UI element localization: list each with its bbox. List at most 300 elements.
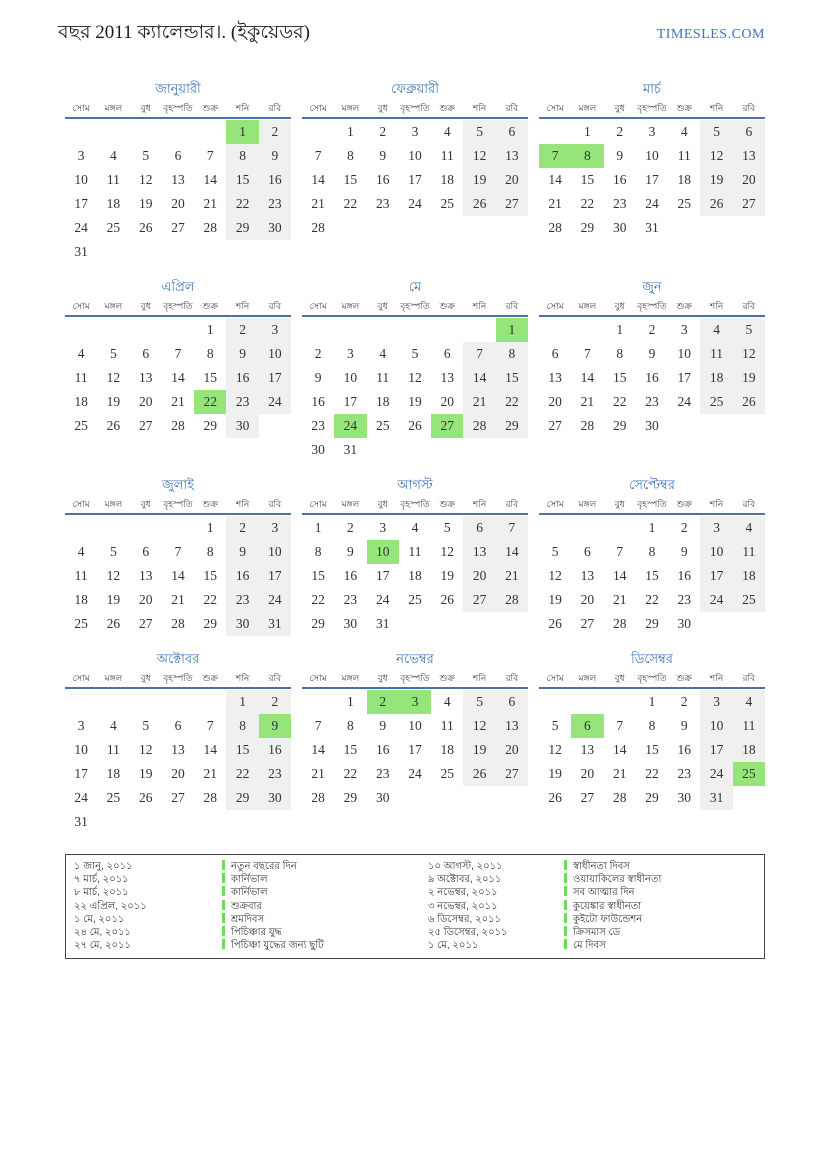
empty-cell bbox=[97, 120, 129, 144]
day-cell: 13 bbox=[171, 742, 185, 757]
day-cell: 28 bbox=[463, 414, 495, 438]
day-cell: 19 bbox=[138, 196, 153, 211]
day-cell: 14 bbox=[496, 540, 528, 564]
weekday-label: মঙ্গল bbox=[341, 673, 360, 683]
day-cell: 17 bbox=[74, 766, 88, 781]
day-cell: 4 bbox=[443, 124, 451, 139]
day-cell: 25 bbox=[106, 220, 121, 235]
weekday-header-row bbox=[539, 672, 765, 689]
day-cell: 2 bbox=[680, 694, 688, 709]
day-cell: 26 bbox=[106, 418, 121, 433]
day-cell: 26 bbox=[463, 192, 495, 216]
day-cell: 4 bbox=[443, 694, 451, 709]
day-cell: 26 bbox=[463, 762, 495, 786]
legend-holiday-name: কার্নিভাল bbox=[222, 886, 428, 899]
day-cell: 14 bbox=[203, 172, 218, 187]
day-cell: 30 bbox=[226, 414, 258, 438]
day-cell: 1 bbox=[206, 322, 214, 337]
day-cell: 14 bbox=[203, 742, 218, 757]
day-cell: 22 bbox=[226, 762, 258, 786]
weekday-label: শনি bbox=[235, 499, 250, 509]
weekday-header-row bbox=[65, 672, 291, 689]
empty-cell bbox=[130, 516, 162, 540]
weekday-label: মঙ্গল bbox=[578, 673, 597, 683]
empty-cell bbox=[97, 690, 129, 714]
day-cell: 6 bbox=[571, 714, 603, 738]
day-cell: 1 bbox=[206, 520, 214, 535]
day-cell: 21 bbox=[203, 766, 218, 781]
weekday-label: শনি bbox=[235, 673, 250, 683]
month-title: জানুয়ারী bbox=[155, 81, 201, 96]
day-cell: 29 bbox=[645, 616, 659, 631]
month-3 bbox=[539, 80, 765, 240]
day-cell: 30 bbox=[677, 616, 692, 631]
weekday-label: শুক্র bbox=[676, 499, 692, 509]
day-cell: 16 bbox=[612, 172, 627, 187]
day-cell: 8 bbox=[206, 544, 214, 559]
month-title: জুলাই bbox=[162, 477, 194, 492]
day-cell: 23 bbox=[645, 394, 659, 409]
weekday-header-row bbox=[302, 102, 528, 119]
weekday-header-row bbox=[65, 300, 291, 317]
day-cell: 7 bbox=[174, 544, 182, 559]
day-cell: 1 bbox=[226, 120, 258, 144]
holiday-marker-icon bbox=[564, 900, 567, 910]
weekday-label: শনি bbox=[472, 103, 487, 113]
weekday-label: বৃহস্পতি bbox=[400, 673, 430, 683]
day-cell: 26 bbox=[440, 592, 455, 607]
day-cell: 12 bbox=[106, 568, 121, 583]
weekday-label: বৃহস্পতি bbox=[163, 301, 193, 311]
day-cell: 12 bbox=[463, 714, 495, 738]
day-cell: 6 bbox=[174, 718, 182, 733]
day-cell: 6 bbox=[551, 346, 559, 361]
empty-cell bbox=[539, 318, 571, 342]
month-9 bbox=[539, 476, 765, 636]
weekday-label: বুধ bbox=[377, 673, 388, 683]
day-cell: 19 bbox=[106, 592, 121, 607]
month-title: সেপ্টেম্বর bbox=[629, 477, 675, 492]
day-cell: 26 bbox=[138, 790, 153, 805]
empty-cell bbox=[65, 516, 97, 540]
day-cell: 22 bbox=[194, 390, 226, 414]
weekday-label: বৃহস্পতি bbox=[163, 499, 193, 509]
day-cell: 9 bbox=[680, 544, 688, 559]
day-cell: 22 bbox=[496, 390, 528, 414]
day-cell: 12 bbox=[463, 144, 495, 168]
weekday-label: শনি bbox=[235, 103, 250, 113]
day-cell: 24 bbox=[700, 588, 732, 612]
legend-holiday-name: শুক্রবার bbox=[222, 900, 428, 913]
day-cell: 23 bbox=[677, 766, 692, 781]
day-cell: 13 bbox=[171, 172, 185, 187]
day-cell: 17 bbox=[700, 564, 732, 588]
day-cell: 2 bbox=[347, 520, 354, 535]
day-cell: 22 bbox=[580, 196, 595, 211]
empty-cell bbox=[539, 516, 571, 540]
day-cell: 23 bbox=[375, 766, 390, 781]
day-cell: 26 bbox=[548, 616, 562, 631]
day-cell: 3 bbox=[399, 690, 431, 714]
day-cell: 15 bbox=[612, 370, 627, 385]
empty-cell bbox=[604, 690, 636, 714]
weekday-label: শনি bbox=[472, 301, 487, 311]
weekday-label: বৃহস্পতি bbox=[163, 673, 193, 683]
weekday-header-row bbox=[539, 102, 765, 119]
day-cell: 3 bbox=[77, 718, 85, 733]
day-cell: 18 bbox=[677, 172, 692, 187]
day-cell: 14 bbox=[311, 742, 325, 757]
day-cell: 8 bbox=[347, 718, 354, 733]
month-10 bbox=[65, 650, 291, 834]
day-grid bbox=[302, 690, 528, 810]
day-cell: 11 bbox=[106, 172, 120, 187]
holiday-marker-icon bbox=[564, 873, 567, 883]
day-cell: 25 bbox=[408, 592, 422, 607]
weekday-label: বুধ bbox=[377, 103, 388, 113]
day-cell: 8 bbox=[648, 718, 656, 733]
day-cell: 20 bbox=[138, 592, 153, 607]
day-cell: 10 bbox=[677, 346, 692, 361]
day-cell: 25 bbox=[700, 390, 732, 414]
empty-cell bbox=[162, 516, 194, 540]
day-cell: 17 bbox=[677, 370, 692, 385]
day-cell: 3 bbox=[648, 124, 656, 139]
day-cell: 27 bbox=[138, 418, 153, 433]
day-cell: 23 bbox=[375, 196, 390, 211]
day-cell: 24 bbox=[74, 790, 88, 805]
day-cell: 7 bbox=[174, 346, 182, 361]
weekday-label: বুধ bbox=[140, 499, 151, 509]
weekday-label: শুক্র bbox=[439, 301, 455, 311]
day-cell: 10 bbox=[700, 540, 732, 564]
day-cell: 15 bbox=[343, 742, 358, 757]
day-cell: 4 bbox=[110, 148, 117, 163]
day-cell: 9 bbox=[347, 544, 354, 559]
weekday-label: সোম bbox=[309, 103, 327, 113]
day-cell: 4 bbox=[77, 544, 85, 559]
day-cell: 19 bbox=[463, 168, 495, 192]
day-grid bbox=[302, 516, 528, 636]
day-cell: 1 bbox=[496, 318, 528, 342]
weekday-label: সোম bbox=[546, 499, 564, 509]
day-cell: 1 bbox=[648, 694, 656, 709]
weekday-label: শনি bbox=[472, 499, 487, 509]
day-cell: 8 bbox=[616, 346, 624, 361]
day-cell: 13 bbox=[548, 370, 562, 385]
weekday-label: রবি bbox=[505, 499, 519, 509]
empty-cell bbox=[571, 690, 603, 714]
weekday-label: রবি bbox=[742, 499, 756, 509]
day-cell: 12 bbox=[440, 544, 455, 559]
day-cell: 18 bbox=[700, 366, 732, 390]
weekday-label: সোম bbox=[309, 301, 327, 311]
day-grid bbox=[539, 690, 765, 810]
day-cell: 31 bbox=[645, 220, 659, 235]
day-cell: 11 bbox=[376, 370, 390, 385]
day-cell: 16 bbox=[311, 394, 325, 409]
day-cell: 11 bbox=[733, 540, 765, 564]
weekday-label: বৃহস্পতি bbox=[637, 301, 667, 311]
month-11 bbox=[302, 650, 528, 810]
day-cell: 20 bbox=[171, 766, 185, 781]
empty-cell bbox=[463, 318, 495, 342]
weekday-label: মঙ্গল bbox=[104, 103, 123, 113]
day-cell: 9 bbox=[226, 342, 258, 366]
weekday-label: শনি bbox=[472, 673, 487, 683]
empty-cell bbox=[97, 318, 129, 342]
weekday-label: শনি bbox=[709, 673, 724, 683]
day-cell: 27 bbox=[171, 790, 185, 805]
empty-cell bbox=[604, 516, 636, 540]
day-cell: 12 bbox=[106, 370, 121, 385]
day-cell: 9 bbox=[616, 148, 624, 163]
day-cell: 16 bbox=[677, 742, 692, 757]
holiday-marker-icon bbox=[222, 886, 225, 896]
day-cell: 27 bbox=[733, 192, 765, 216]
day-cell: 2 bbox=[314, 346, 322, 361]
day-cell: 10 bbox=[367, 540, 399, 564]
day-cell: 2 bbox=[616, 124, 624, 139]
legend-holiday-name: কার্নিভাল bbox=[222, 873, 428, 886]
day-cell: 13 bbox=[580, 568, 595, 583]
weekday-label: শুক্র bbox=[439, 499, 455, 509]
month-title: অক্টোবর bbox=[156, 651, 200, 666]
weekday-label: বৃহস্পতি bbox=[163, 103, 193, 113]
day-cell: 21 bbox=[612, 766, 627, 781]
legend-date: ১ মে, ২০১১ bbox=[74, 913, 125, 925]
weekday-label: সোম bbox=[309, 673, 327, 683]
day-cell: 7 bbox=[616, 718, 624, 733]
month-title: নভেম্বর bbox=[396, 651, 434, 666]
day-cell: 24 bbox=[375, 592, 390, 607]
day-cell: 27 bbox=[496, 192, 528, 216]
day-cell: 24 bbox=[259, 588, 291, 612]
day-cell: 26 bbox=[408, 418, 422, 433]
day-cell: 15 bbox=[311, 568, 325, 583]
day-cell: 19 bbox=[548, 592, 562, 607]
day-cell: 24 bbox=[334, 414, 366, 438]
legend-date: ২৫ ডিসেম্বর, ২০১১ bbox=[428, 927, 508, 939]
day-cell: 16 bbox=[259, 738, 291, 762]
weekday-label: শুক্র bbox=[202, 103, 218, 113]
day-cell: 5 bbox=[463, 120, 495, 144]
day-cell: 11 bbox=[408, 544, 422, 559]
day-cell: 26 bbox=[548, 790, 562, 805]
day-cell: 28 bbox=[171, 418, 185, 433]
weekday-label: শুক্র bbox=[202, 499, 218, 509]
day-cell: 19 bbox=[106, 394, 121, 409]
day-cell: 20 bbox=[548, 394, 562, 409]
legend-holiday-name: ওয়ায়াকিলের স্বাধীনতা bbox=[564, 873, 756, 886]
day-cell: 13 bbox=[440, 370, 455, 385]
month-title: মে bbox=[408, 279, 422, 294]
day-cell: 16 bbox=[375, 742, 390, 757]
day-cell: 25 bbox=[677, 196, 692, 211]
day-grid bbox=[539, 318, 765, 438]
day-cell: 10 bbox=[259, 342, 291, 366]
month-1 bbox=[65, 80, 291, 264]
day-cell: 27 bbox=[431, 414, 463, 438]
weekday-label: সোম bbox=[72, 103, 90, 113]
day-cell: 12 bbox=[548, 568, 562, 583]
day-cell: 9 bbox=[379, 148, 387, 163]
day-cell: 17 bbox=[74, 196, 88, 211]
month-6 bbox=[539, 278, 765, 438]
day-cell: 23 bbox=[226, 588, 258, 612]
weekday-header-row bbox=[65, 498, 291, 515]
weekday-header-row bbox=[302, 498, 528, 515]
weekday-label: রবি bbox=[742, 301, 756, 311]
day-cell: 27 bbox=[580, 790, 595, 805]
day-cell: 4 bbox=[77, 346, 85, 361]
day-cell: 1 bbox=[347, 694, 354, 709]
day-cell: 13 bbox=[138, 370, 153, 385]
day-cell: 6 bbox=[174, 148, 182, 163]
day-cell: 24 bbox=[700, 762, 732, 786]
day-cell: 11 bbox=[74, 370, 88, 385]
day-cell: 28 bbox=[171, 616, 185, 631]
day-cell: 4 bbox=[733, 690, 765, 714]
day-cell: 29 bbox=[496, 414, 528, 438]
day-cell: 22 bbox=[203, 592, 218, 607]
day-grid bbox=[65, 120, 291, 264]
day-cell: 12 bbox=[700, 144, 732, 168]
legend-date: ২৭ মে, ২০১১ bbox=[74, 940, 131, 952]
day-cell: 11 bbox=[74, 568, 88, 583]
site-link[interactable]: TIMESLES.COM bbox=[656, 27, 765, 42]
day-cell: 21 bbox=[171, 592, 185, 607]
day-cell: 24 bbox=[408, 766, 422, 781]
day-cell: 25 bbox=[74, 616, 88, 631]
day-cell: 22 bbox=[343, 766, 358, 781]
day-cell: 3 bbox=[77, 148, 85, 163]
day-cell: 11 bbox=[677, 148, 691, 163]
day-cell: 8 bbox=[226, 714, 258, 738]
day-cell: 11 bbox=[106, 742, 120, 757]
day-cell: 1 bbox=[616, 322, 624, 337]
day-cell: 31 bbox=[259, 612, 291, 636]
day-cell: 3 bbox=[259, 318, 291, 342]
weekday-label: বৃহস্পতি bbox=[400, 103, 430, 113]
day-cell: 21 bbox=[311, 766, 325, 781]
weekday-label: শুক্র bbox=[676, 673, 692, 683]
empty-cell bbox=[539, 690, 571, 714]
month-title: ডিসেম্বর bbox=[631, 651, 673, 666]
month-title: এপ্রিল bbox=[161, 279, 195, 294]
weekday-label: রবি bbox=[505, 301, 519, 311]
day-cell: 24 bbox=[677, 394, 692, 409]
day-grid bbox=[539, 516, 765, 636]
weekday-label: মঙ্গল bbox=[104, 301, 123, 311]
day-grid bbox=[65, 690, 291, 834]
weekday-label: শুক্র bbox=[439, 103, 455, 113]
day-cell: 8 bbox=[571, 144, 603, 168]
weekday-label: শুক্র bbox=[439, 673, 455, 683]
day-cell: 18 bbox=[74, 592, 88, 607]
day-cell: 25 bbox=[375, 418, 390, 433]
day-cell: 18 bbox=[440, 742, 455, 757]
day-cell: 16 bbox=[645, 370, 659, 385]
weekday-label: মঙ্গল bbox=[341, 103, 360, 113]
day-cell: 8 bbox=[226, 144, 258, 168]
day-cell: 18 bbox=[106, 766, 121, 781]
day-cell: 23 bbox=[612, 196, 627, 211]
weekday-label: বৃহস্পতি bbox=[637, 673, 667, 683]
day-cell: 16 bbox=[343, 568, 358, 583]
day-cell: 8 bbox=[206, 346, 214, 361]
months-grid bbox=[65, 80, 765, 834]
day-cell: 22 bbox=[645, 766, 659, 781]
day-cell: 14 bbox=[548, 172, 562, 187]
day-cell: 17 bbox=[700, 738, 732, 762]
day-cell: 27 bbox=[580, 616, 595, 631]
day-cell: 16 bbox=[259, 168, 291, 192]
day-grid bbox=[65, 318, 291, 438]
day-cell: 8 bbox=[347, 148, 354, 163]
day-cell: 9 bbox=[379, 718, 387, 733]
weekday-label: বৃহস্পতি bbox=[637, 499, 667, 509]
empty-cell bbox=[571, 516, 603, 540]
legend-date: ২২ এপ্রিল, ২০১১ bbox=[74, 900, 147, 912]
day-cell: 3 bbox=[680, 322, 688, 337]
day-cell: 16 bbox=[375, 172, 390, 187]
day-cell: 30 bbox=[343, 616, 358, 631]
day-cell: 17 bbox=[375, 568, 390, 583]
day-cell: 21 bbox=[496, 564, 528, 588]
month-title: মার্চ bbox=[642, 81, 661, 96]
day-cell: 10 bbox=[74, 742, 88, 757]
day-cell: 1 bbox=[347, 124, 354, 139]
weekday-label: সোম bbox=[546, 103, 564, 113]
day-cell: 10 bbox=[408, 718, 422, 733]
empty-cell bbox=[302, 120, 334, 144]
day-cell: 16 bbox=[226, 564, 258, 588]
day-cell: 10 bbox=[259, 540, 291, 564]
day-cell: 29 bbox=[226, 786, 258, 810]
day-cell: 7 bbox=[314, 718, 322, 733]
day-cell: 1 bbox=[648, 520, 656, 535]
weekday-label: শুক্র bbox=[202, 673, 218, 683]
day-cell: 5 bbox=[733, 318, 765, 342]
day-cell: 16 bbox=[226, 366, 258, 390]
legend-holiday-name: স্বাধীনতা দিবস bbox=[564, 860, 756, 873]
day-cell: 18 bbox=[375, 394, 390, 409]
day-cell: 2 bbox=[379, 124, 387, 139]
day-cell: 14 bbox=[171, 568, 185, 583]
weekday-label: মঙ্গল bbox=[578, 301, 597, 311]
day-cell: 19 bbox=[408, 394, 422, 409]
weekday-label: রবি bbox=[268, 499, 282, 509]
day-cell: 27 bbox=[171, 220, 185, 235]
day-cell: 24 bbox=[408, 196, 422, 211]
month-12 bbox=[539, 650, 765, 810]
day-cell: 13 bbox=[496, 714, 528, 738]
day-cell: 27 bbox=[463, 588, 495, 612]
weekday-label: শনি bbox=[235, 301, 250, 311]
day-cell: 15 bbox=[203, 568, 218, 583]
day-cell: 23 bbox=[311, 418, 325, 433]
day-cell: 7 bbox=[616, 544, 624, 559]
day-cell: 3 bbox=[347, 346, 354, 361]
weekday-label: সোম bbox=[72, 673, 90, 683]
day-cell: 19 bbox=[548, 766, 562, 781]
day-cell: 10 bbox=[700, 714, 732, 738]
page-header bbox=[0, 0, 827, 50]
page-title: বছর 2011 ক্যালেন্ডার।. (ইকুয়েডর) bbox=[58, 22, 310, 43]
weekday-label: শনি bbox=[709, 103, 724, 113]
month-4 bbox=[65, 278, 291, 438]
